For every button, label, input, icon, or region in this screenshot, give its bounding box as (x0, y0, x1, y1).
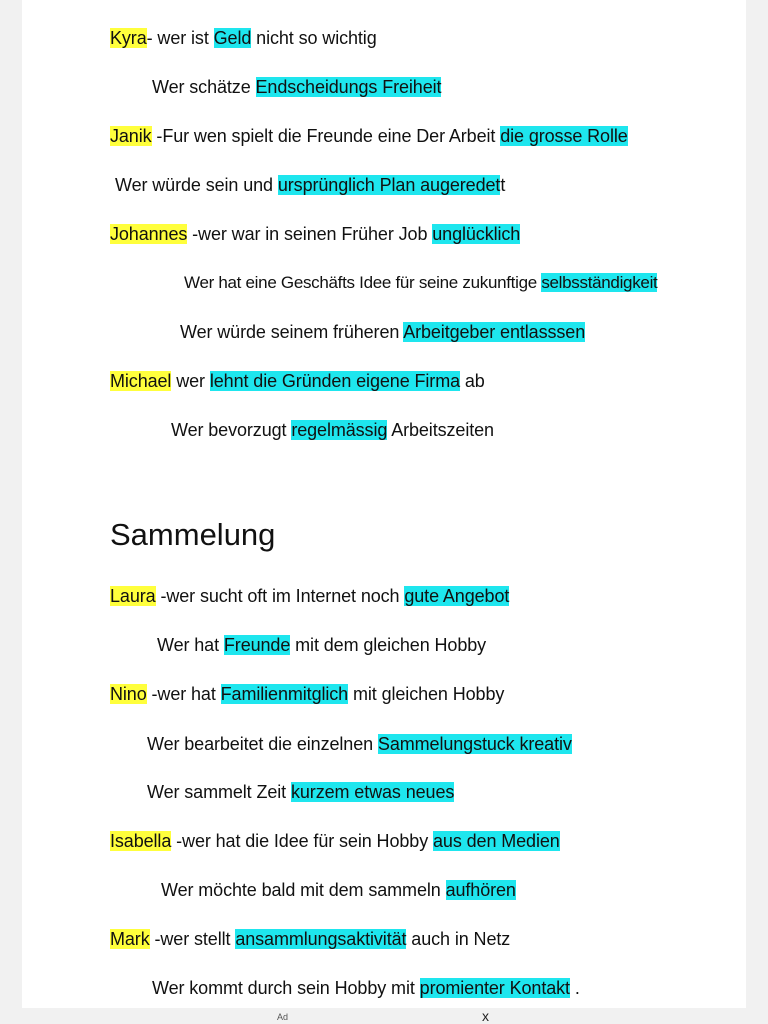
phrase-highlight: aufhören (445, 880, 516, 900)
line-text: Arbeitszeiten (387, 420, 494, 440)
name-highlight: Janik (110, 126, 152, 146)
text-line (110, 829, 560, 853)
ad-label: Ad (277, 1012, 289, 1022)
text-line (147, 732, 572, 756)
phrase-highlight: regelmässig (291, 420, 388, 440)
line-text: ab (460, 371, 485, 391)
line-text: Wer bearbeitet die einzelnen (147, 734, 378, 754)
line-text: - wer ist (146, 28, 214, 48)
phrase-highlight: promienter Kontakt (419, 978, 570, 998)
line-text: -wer stellt (149, 929, 236, 949)
line-text: -wer sucht oft im Internet noch (155, 586, 405, 606)
text-line (184, 271, 657, 295)
section-heading: Sammelung (110, 517, 276, 552)
name-highlight: Isabella (110, 831, 172, 851)
text-line (180, 320, 585, 344)
name-highlight: Johannes (110, 224, 188, 244)
line-text: t (500, 175, 506, 195)
text-line (152, 976, 580, 1000)
phrase-highlight: Familienmitglich (220, 684, 349, 704)
phrase-highlight: selbsständigkeit (541, 273, 658, 292)
text-line (161, 878, 516, 902)
line-text: Wer kommt durch sein Hobby mit (152, 978, 420, 998)
text-line (110, 124, 628, 148)
name-highlight: Kyra (110, 28, 147, 48)
phrase-highlight: die grosse Rolle (500, 126, 628, 146)
line-text: -wer hat (146, 684, 221, 704)
phrase-highlight: ursprünglich Plan augeredet (277, 175, 501, 195)
line-text: . (569, 978, 580, 998)
text-line (157, 633, 486, 657)
text-line (147, 780, 454, 804)
line-text: -Fur wen spielt die Freunde eine Der Arbeit (151, 126, 501, 146)
line-text: -wer hat die Idee für sein Hobby (171, 831, 433, 851)
text-line (110, 369, 485, 393)
document-page (22, 0, 746, 1008)
text-line (110, 682, 504, 706)
phrase-highlight: Arbeitgeber entlasssen (403, 322, 586, 342)
text-line (110, 584, 509, 608)
phrase-highlight: kurzem etwas neues (291, 782, 455, 802)
name-highlight: Michael (110, 371, 172, 391)
line-text: mit gleichen Hobby (348, 684, 505, 704)
text-line (171, 418, 494, 442)
text-line (152, 75, 441, 99)
line-text: Wer würde sein und (115, 175, 278, 195)
phrase-highlight: Geld (213, 28, 252, 48)
ad-banner[interactable] (0, 1008, 768, 1024)
line-text: Wer sammelt Zeit (147, 782, 291, 802)
text-line (115, 173, 505, 197)
text-line (110, 222, 520, 246)
line-text: Wer hat eine Geschäfts Idee für seine zukunftige (184, 273, 542, 292)
name-highlight: Mark (110, 929, 150, 949)
line-text: Wer würde seinem früheren (180, 322, 404, 342)
text-line (110, 927, 510, 951)
line-text: Wer bevorzugt (171, 420, 292, 440)
phrase-highlight: ansammlungsaktivität (235, 929, 407, 949)
phrase-highlight: lehnt die Gründen eigene Firma (209, 371, 460, 391)
phrase-highlight: Endscheidungs Freiheit (255, 77, 442, 97)
name-highlight: Nino (110, 684, 147, 704)
line-text: -wer war in seinen Früher Job (187, 224, 433, 244)
phrase-highlight: unglücklich (432, 224, 521, 244)
phrase-highlight: Freunde (223, 635, 291, 655)
line-text: wer (171, 371, 210, 391)
phrase-highlight: Sammelungstuck kreativ (377, 734, 572, 754)
text-line (110, 26, 377, 50)
phrase-highlight: aus den Medien (433, 831, 560, 851)
line-text: nicht so wichtig (251, 28, 377, 48)
line-text: Wer schätze (152, 77, 256, 97)
ad-close-icon[interactable]: x (482, 1008, 489, 1024)
line-text: mit dem gleichen Hobby (290, 635, 487, 655)
line-text: Wer hat (157, 635, 224, 655)
line-text: auch in Netz (406, 929, 511, 949)
name-highlight: Laura (110, 586, 156, 606)
line-text: Wer möchte bald mit dem sammeln (161, 880, 446, 900)
phrase-highlight: gute Angebot (404, 586, 510, 606)
